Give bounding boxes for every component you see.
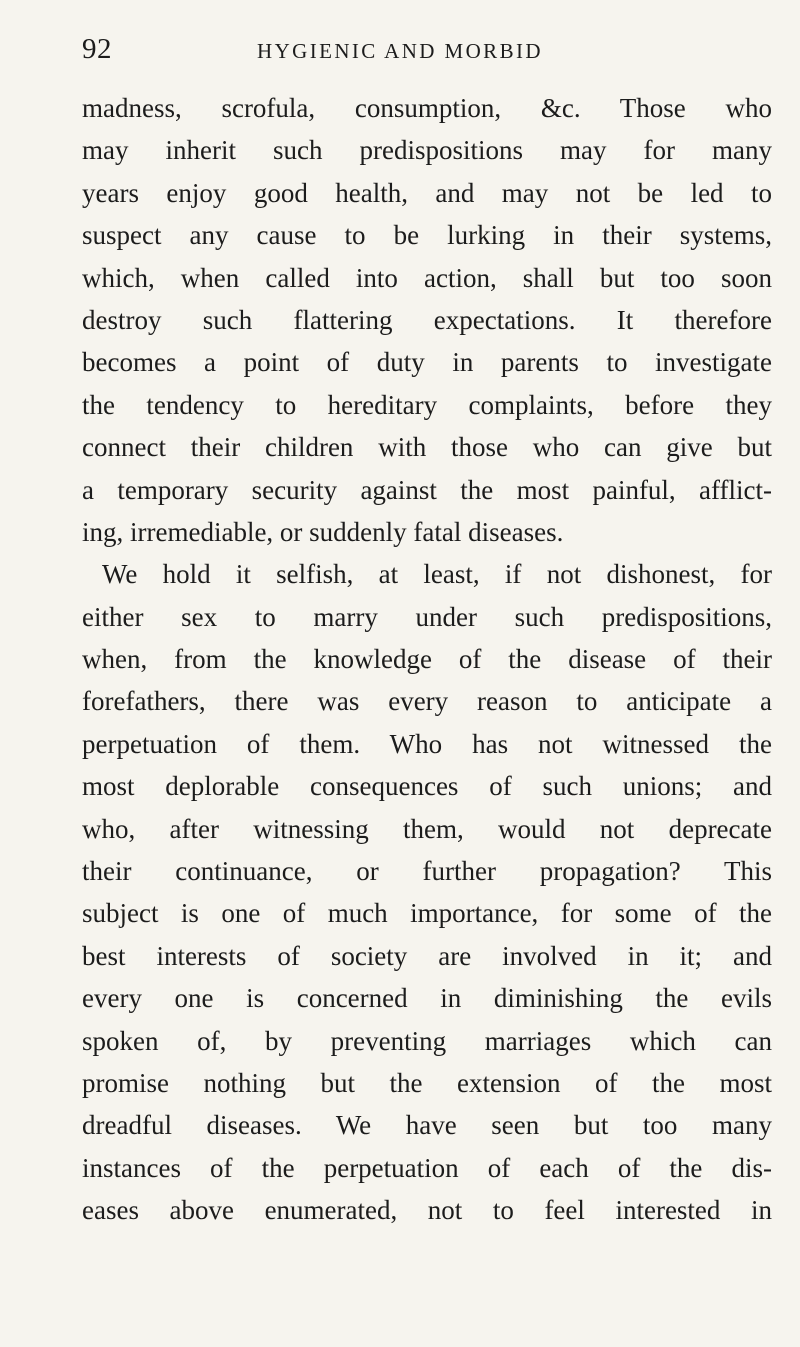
text-line: promise nothing but the extension of the most [82,1067,772,1098]
text-line: which, when called into action, shall but too soon [82,262,772,293]
text-line: dreadful diseases. We have seen but too many [82,1110,772,1141]
text-line: the tendency to hereditary complaints, before they [82,389,772,420]
text-line: either sex to marry under such predispositions, [82,601,772,632]
text-line: may inherit such predispositions may for many [82,135,772,166]
running-title: HYGIENIC AND MORBID [257,39,543,63]
text-line: every one is concerned in diminishing the evils [82,983,772,1014]
body-text [82,87,772,1232]
text-line: who, after witnessing them, would not deprecate [82,813,772,844]
text-line: years enjoy good health, and may not be led to [82,177,772,208]
page-number: 92 [82,33,112,65]
text-line: destroy such flattering expectations. It therefore [82,304,772,335]
text-line: ing, irremediable, or suddenly fatal diseases. [82,516,564,547]
text-line: when, from the knowledge of the disease of their [82,644,772,675]
text-line: becomes a point of duty in parents to investigate [82,347,772,378]
text-line: suspect any cause to be lurking in their systems, [82,220,772,251]
text-line: We hold it selfish, at least, if not dishonest, for [102,559,772,590]
text-line: their continuance, or further propagation? This [82,856,772,887]
text-line: most deplorable consequences of such unions; and [82,771,772,802]
text-line: perpetuation of them. Who has not witnessed the [82,728,772,759]
text-line: connect their children with those who can give but [82,432,772,463]
text-line: madness, scrofula, consumption, &c. Those who [82,93,772,123]
text-line: spoken of, by preventing marriages which can [82,1025,772,1056]
running-header [82,32,772,72]
text-line: subject is one of much importance, for some of the [82,898,772,929]
text-line: a temporary security against the most painful, afflict- [82,474,772,505]
text-line: best interests of society are involved in it; and [82,940,772,971]
text-line: forefathers, there was every reason to anticipate a [82,686,772,717]
text-line: instances of the perpetuation of each of the dis- [82,1152,772,1183]
text-line: eases above enumerated, not to feel interested in [82,1195,772,1226]
